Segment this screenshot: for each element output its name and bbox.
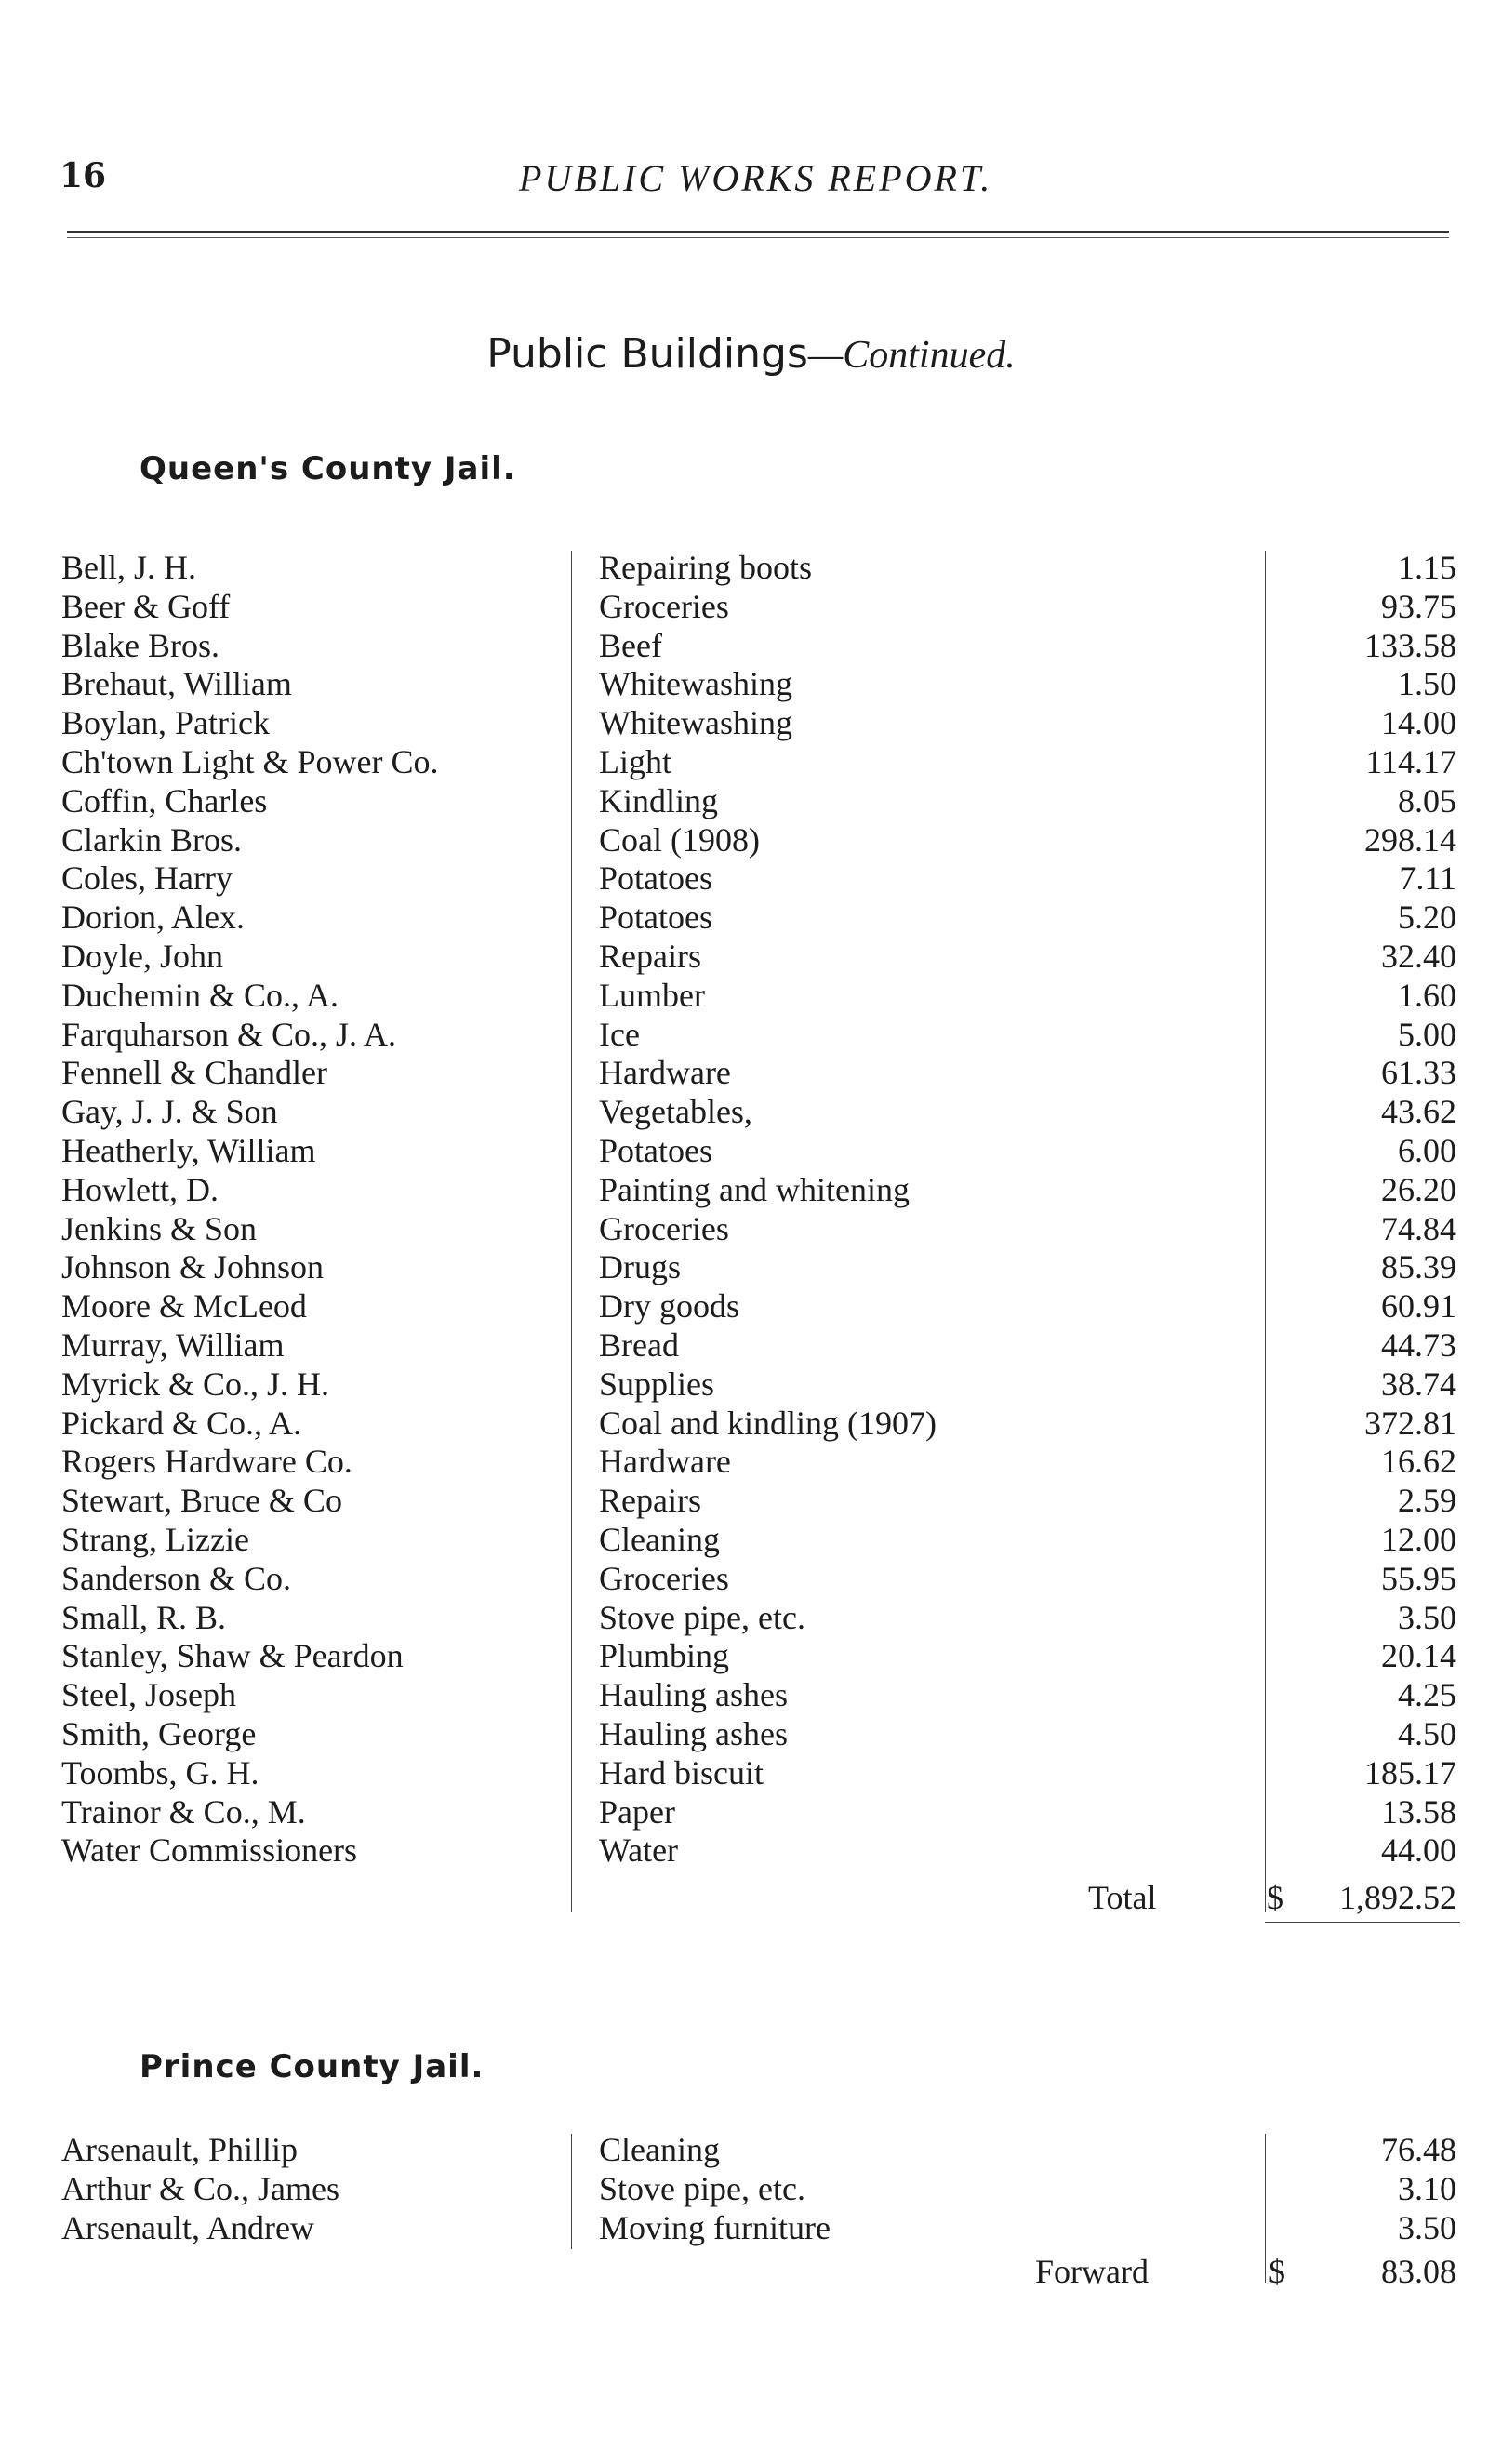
item-description: Kindling [599, 781, 719, 819]
queens-jail-table [61, 549, 1456, 1871]
payee-name: Small, R. B. [61, 1598, 227, 1636]
item-description: Groceries [599, 1559, 729, 1597]
item-description: Potatoes [599, 859, 712, 898]
amount-value: 1.15 [1398, 549, 1456, 586]
prince-forward-currency: $ [1269, 2253, 1285, 2290]
queens-total-label: Total [1088, 1879, 1157, 1916]
amount-value: 1.50 [1398, 665, 1456, 703]
amount-value: 298.14 [1364, 820, 1456, 859]
item-description: Potatoes [599, 899, 712, 937]
table-row [61, 1715, 1456, 1754]
queens-total-row [0, 1877, 1502, 1918]
prince-jail-title: Prince County Jail. [140, 2048, 485, 2085]
payee-name: Coffin, Charles [61, 781, 268, 819]
table-row [61, 665, 1456, 704]
amount-value: 43.62 [1381, 1093, 1456, 1131]
amount-value: 61.33 [1381, 1054, 1456, 1092]
amount-value: 2.59 [1398, 1482, 1456, 1520]
amount-value: 3.50 [1398, 2208, 1456, 2246]
table-row [61, 2131, 1456, 2170]
prince-forward-value: 83.08 [1381, 2253, 1456, 2290]
item-description: Water [599, 1831, 679, 1870]
table-row [61, 977, 1456, 1016]
table-row [61, 1054, 1456, 1093]
payee-name: Trainor & Co., M. [61, 1792, 306, 1831]
payee-name: Smith, George [61, 1714, 257, 1752]
amount-value: 20.14 [1381, 1637, 1456, 1675]
running-title: PUBLIC WORKS REPORT. [519, 157, 993, 199]
payee-name: Coles, Harry [61, 859, 233, 898]
amount-value: 185.17 [1364, 1753, 1456, 1791]
table-row [61, 1171, 1456, 1210]
table-row [61, 549, 1456, 588]
queens-total-currency: $ [1267, 1879, 1283, 1916]
item-description: Coal and kindling (1907) [599, 1404, 937, 1442]
table-row [61, 1132, 1456, 1171]
amount-value: 3.10 [1398, 2169, 1456, 2207]
payee-name: Brehaut, William [61, 665, 292, 703]
payee-name: Gay, J. J. & Son [61, 1093, 278, 1131]
table-row [61, 1248, 1456, 1287]
item-description: Moving furniture [599, 2208, 831, 2246]
payee-name: Boylan, Patrick [61, 704, 270, 742]
item-description: Stove pipe, etc. [599, 1598, 805, 1636]
table-row [61, 1405, 1456, 1444]
queens-total-value: 1,892.52 [1339, 1879, 1456, 1916]
amount-value: 5.20 [1398, 899, 1456, 937]
payee-name: Moore & McLeod [61, 1287, 307, 1325]
item-description: Lumber [599, 976, 705, 1014]
payee-name: Howlett, D. [61, 1170, 219, 1208]
item-description: Hauling ashes [599, 1714, 788, 1752]
item-description: Vegetables, [599, 1093, 752, 1131]
table-row [61, 1093, 1456, 1132]
section-continued: —Continued. [807, 334, 1016, 377]
payee-name: Jenkins & Son [61, 1209, 258, 1247]
item-description: Ice [599, 1015, 640, 1053]
table-row [61, 859, 1456, 899]
table-row [61, 1210, 1456, 1249]
payee-name: Johnson & Johnson [61, 1248, 325, 1286]
payee-name: Murray, William [61, 1325, 285, 1364]
item-description: Hard biscuit [599, 1753, 764, 1791]
amount-value: 133.58 [1364, 626, 1456, 664]
item-description: Hauling ashes [599, 1676, 788, 1714]
amount-value: 44.73 [1381, 1325, 1456, 1364]
table-row [61, 1287, 1456, 1326]
item-description: Repairing boots [599, 549, 812, 586]
payee-name: Rogers Hardware Co. [61, 1443, 352, 1481]
table-row [61, 1831, 1456, 1871]
payee-name: Arsenault, Andrew [61, 2208, 314, 2246]
item-description: Hardware [599, 1054, 731, 1092]
queens-desc-rule [571, 551, 572, 1912]
item-description: Painting and whitening [599, 1170, 910, 1208]
table-row [61, 938, 1456, 977]
item-description: Supplies [599, 1365, 715, 1403]
payee-name: Farquharson & Co., J. A. [61, 1015, 396, 1053]
payee-name: Ch'town Light & Power Co. [61, 742, 439, 780]
payee-name: Myrick & Co., J. H. [61, 1365, 329, 1403]
payee-name: Stewart, Bruce & Co [61, 1482, 342, 1520]
amount-value: 32.40 [1381, 937, 1456, 975]
payee-name: Steel, Joseph [61, 1676, 236, 1714]
prince-jail-table [61, 2131, 1456, 2247]
payee-name: Arsenault, Phillip [61, 2131, 298, 2168]
table-row [61, 743, 1456, 782]
item-description: Groceries [599, 587, 729, 625]
table-row [61, 1560, 1456, 1599]
table-row [61, 1443, 1456, 1482]
payee-name: Duchemin & Co., A. [61, 976, 339, 1014]
amount-value: 74.84 [1381, 1209, 1456, 1247]
payee-name: Toombs, G. H. [61, 1753, 259, 1791]
table-row [61, 782, 1456, 821]
queens-jail-title: Queen's County Jail. [140, 450, 516, 487]
payee-name: Blake Bros. [61, 626, 219, 664]
amount-value: 3.50 [1398, 1598, 1456, 1636]
item-description: Coal (1908) [599, 820, 760, 859]
amount-value: 13.58 [1381, 1792, 1456, 1831]
item-description: Beef [599, 626, 662, 664]
amount-value: 372.81 [1364, 1404, 1456, 1442]
table-row [61, 1365, 1456, 1405]
payee-name: Water Commissioners [61, 1831, 358, 1870]
queens-total-rule [1265, 1922, 1460, 1923]
item-description: Stove pipe, etc. [599, 2169, 805, 2207]
item-description: Paper [599, 1792, 675, 1831]
payee-name: Stanley, Shaw & Peardon [61, 1637, 404, 1675]
amount-value: 26.20 [1381, 1170, 1456, 1208]
amount-value: 60.91 [1381, 1287, 1456, 1325]
amount-value: 85.39 [1381, 1248, 1456, 1286]
table-row [61, 1754, 1456, 1793]
amount-value: 93.75 [1381, 587, 1456, 625]
header-rule [67, 231, 1449, 238]
table-row [61, 2170, 1456, 2209]
amount-value: 114.17 [1365, 742, 1456, 780]
section-title [0, 330, 1502, 378]
item-description: Repairs [599, 937, 701, 975]
item-description: Light [599, 742, 671, 780]
amount-value: 38.74 [1381, 1365, 1456, 1403]
amount-value: 5.00 [1398, 1015, 1456, 1053]
item-description: Whitewashing [599, 665, 792, 703]
item-description: Bread [599, 1325, 679, 1364]
item-description: Drugs [599, 1248, 681, 1286]
payee-name: Heatherly, William [61, 1131, 316, 1169]
page-number: 16 [60, 156, 107, 195]
table-row [61, 1676, 1456, 1715]
page-header [60, 156, 1455, 203]
table-row [61, 899, 1456, 938]
item-description: Repairs [599, 1482, 701, 1520]
payee-name: Fennell & Chandler [61, 1054, 327, 1092]
payee-name: Pickard & Co., A. [61, 1404, 301, 1442]
table-row [61, 2209, 1456, 2248]
payee-name: Bell, J. H. [61, 549, 197, 586]
table-row [61, 1637, 1456, 1676]
table-row [61, 627, 1456, 666]
item-description: Cleaning [599, 1520, 720, 1558]
prince-desc-rule [571, 2134, 572, 2249]
table-row [61, 821, 1456, 860]
queens-amount-rule [1265, 551, 1266, 1912]
table-row [61, 1016, 1456, 1055]
amount-value: 4.25 [1398, 1676, 1456, 1714]
amount-value: 76.48 [1381, 2131, 1456, 2168]
table-row [61, 1599, 1456, 1638]
amount-value: 1.60 [1398, 976, 1456, 1014]
prince-forward-label: Forward [1035, 2253, 1149, 2290]
payee-name: Sanderson & Co. [61, 1559, 291, 1597]
item-description: Hardware [599, 1443, 731, 1481]
payee-name: Beer & Goff [61, 587, 231, 625]
item-description: Groceries [599, 1209, 729, 1247]
section-title-text: Public Buildings [486, 330, 808, 378]
table-row [61, 1326, 1456, 1365]
item-description: Whitewashing [599, 704, 792, 742]
table-row [61, 1482, 1456, 1521]
payee-name: Arthur & Co., James [61, 2169, 339, 2207]
item-description: Potatoes [599, 1131, 712, 1169]
item-description: Dry goods [599, 1287, 739, 1325]
amount-value: 8.05 [1398, 781, 1456, 819]
payee-name: Doyle, John [61, 937, 223, 975]
amount-value: 6.00 [1398, 1131, 1456, 1169]
item-description: Plumbing [599, 1637, 730, 1675]
amount-value: 55.95 [1381, 1559, 1456, 1597]
table-row [61, 1793, 1456, 1832]
payee-name: Clarkin Bros. [61, 820, 242, 859]
payee-name: Strang, Lizzie [61, 1520, 249, 1558]
amount-value: 12.00 [1381, 1520, 1456, 1558]
prince-forward-row [0, 2251, 1502, 2292]
item-description: Cleaning [599, 2131, 720, 2168]
table-row [61, 1521, 1456, 1560]
amount-value: 44.00 [1381, 1831, 1456, 1870]
amount-value: 4.50 [1398, 1714, 1456, 1752]
table-row [61, 704, 1456, 743]
amount-value: 16.62 [1381, 1443, 1456, 1481]
payee-name: Dorion, Alex. [61, 899, 245, 937]
amount-value: 7.11 [1399, 859, 1456, 898]
amount-value: 14.00 [1381, 704, 1456, 742]
table-row [61, 588, 1456, 627]
